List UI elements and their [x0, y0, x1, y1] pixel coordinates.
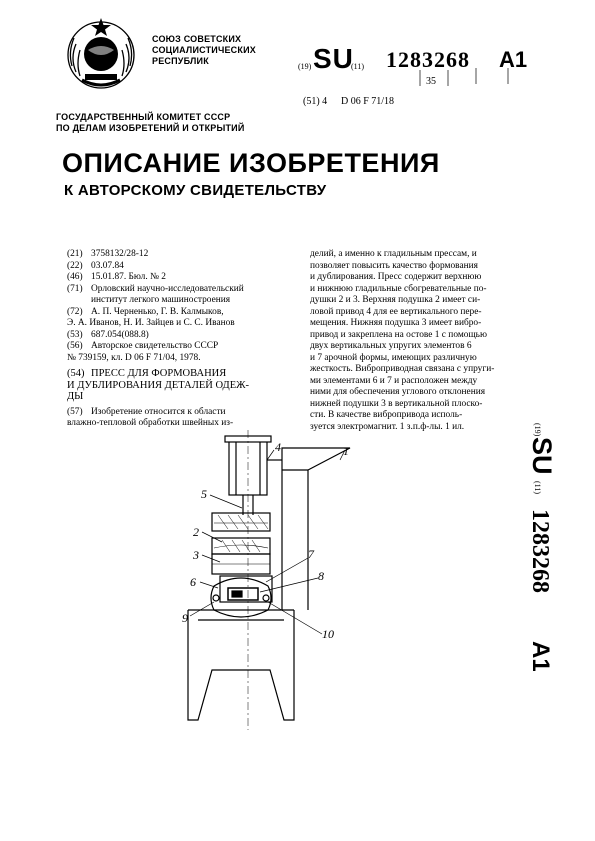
side-patent-number: [521, 423, 573, 683]
side-inid-19: (19): [533, 423, 542, 437]
union-name: [152, 34, 256, 67]
abstract-line: мещения. Нижняя подушка 3 имеет вибро-: [310, 318, 482, 328]
biblio-row: [67, 330, 305, 342]
committee-line-1: ГОСУДАРСТВЕННЫЙ КОМИТЕТ СССР: [56, 112, 231, 122]
biblio-code: (57): [67, 406, 83, 417]
committee-name: [56, 112, 245, 134]
ipc-class: D 06 F 71/18: [341, 96, 395, 107]
biblio-value: Орловский научно-исследовательский: [91, 283, 244, 294]
label-6: 6: [190, 575, 196, 589]
abstract-line: и дублирования. Пресс содержит верхнюю: [310, 272, 482, 282]
side-number: 1283268: [527, 509, 553, 593]
abstract-line: влажно-тепловой обработки швейных из-: [67, 418, 234, 428]
label-8: 8: [318, 569, 324, 583]
invention-title-line: ПРЕСС ДЛЯ ФОРМОВАНИЯ: [91, 368, 227, 379]
abstract-text: [310, 249, 536, 433]
upper-platen: [212, 513, 270, 531]
frame-outline: [282, 448, 350, 470]
upper-pillow: [212, 538, 270, 554]
biblio-value: 687.054(088.8): [91, 329, 149, 340]
abstract-line: зуется электромагнит. 1 з.п.ф-лы. 1 ил.: [310, 421, 465, 432]
document-title: ОПИСАНИЕ ИЗОБРЕТЕНИЯ: [62, 148, 440, 178]
biblio-row: [67, 341, 305, 353]
side-country: SU: [527, 437, 557, 475]
label-7: 7: [308, 547, 314, 561]
biblio-code: (72): [67, 306, 83, 317]
abstract-line: двух вертикальных упругих элементов 6: [310, 341, 472, 351]
committee-line-2: ПО ДЕЛАМ ИЗОБРЕТЕНИЙ И ОТКРЫТИЙ: [56, 123, 245, 133]
patent-number: 1283268: [386, 47, 470, 72]
base-left: [188, 610, 294, 720]
union-line-1: СОЮЗ СОВЕТСКИХ: [152, 34, 242, 44]
label-10: 10: [322, 627, 334, 641]
inid-51: (51) 4: [303, 96, 328, 107]
inid-19: (19): [298, 62, 312, 71]
side-kind: A1: [527, 641, 554, 672]
abstract-line: и нижнюю гладильные сбогревательные по-: [310, 283, 487, 294]
biblio-row: [67, 249, 305, 261]
abstract-line: жесткость. Виброприводная связана с упруги-: [310, 364, 495, 374]
union-line-2: СОЦИАЛИСТИЧЕСКИХ: [152, 45, 256, 55]
abstract-line: ми элементами 6 и 7 и расположен между: [310, 375, 478, 386]
side-inid-11: (11): [533, 481, 542, 495]
biblio-row: [67, 295, 305, 307]
label-3: 3: [193, 548, 199, 562]
abstract-line: делий, а именно к гладильным прессам, и: [310, 249, 477, 259]
label-5: 5: [201, 487, 207, 501]
biblio-row: [67, 261, 305, 273]
biblio-value: № 739159, кл. D 06 F 71/04, 1978.: [67, 352, 201, 363]
svg-text:35: 35: [426, 76, 436, 87]
biblio-value: 15.01.87. Бюл. № 2: [91, 272, 166, 282]
abstract-line: привод и закреплена на остове 1 с помощью: [310, 329, 487, 340]
abstract-line: душки 2 и 3. Верхняя подушка 2 имеет си-: [310, 295, 481, 305]
biblio-code: (71): [67, 283, 83, 294]
biblio-code: (54): [67, 368, 85, 379]
abstract-line: ловой привод 4 для ее вертикального пере-: [310, 306, 482, 317]
union-line-3: РЕСПУБЛИК: [152, 56, 209, 66]
kind-code: A1: [499, 47, 528, 72]
biblio-value: Э. А. Иванов, Н. И. Зайцев и С. С. Иванов: [67, 318, 235, 328]
inid-11: (11): [351, 62, 365, 71]
invention-title: [67, 368, 305, 403]
biblio-row: [67, 284, 305, 296]
biblio-row: [67, 353, 305, 365]
invention-title-line: ДЫ: [67, 391, 84, 402]
abstract-line: и 7 арочной формы, имеющих различную: [310, 352, 477, 363]
biblio-value: 03.07.84: [91, 260, 124, 271]
country-code: SU: [313, 43, 354, 74]
biblio-row: [67, 307, 305, 319]
biblio-code: (21): [67, 249, 83, 259]
biblio-value: Авторское свидетельство СССР: [91, 341, 219, 351]
biblio-row: [67, 318, 305, 330]
bibliographic-data: [67, 249, 305, 430]
biblio-value: 3758132/28-12: [91, 249, 149, 259]
abstract-line: сти. В качестве вибропривода исполь-: [310, 410, 463, 420]
biblio-code: (22): [67, 260, 83, 271]
ussr-emblem-icon: [62, 14, 140, 92]
label-4: 4: [275, 440, 281, 454]
invention-title-line: И ДУБЛИРОВАНИЯ ДЕТАЛЕЙ ОДЕЖ-: [67, 379, 250, 391]
biblio-row: [67, 272, 305, 284]
abstract-line: ними для обеспечения углового отклонения: [310, 387, 486, 397]
document-subtitle: К АВТОРСКОМУ СВИДЕТЕЛЬСТВУ: [64, 182, 327, 199]
register-stamp-icon: [418, 64, 528, 90]
abstract-line: нижней подушки 3 в вертикальной плоско-: [310, 398, 483, 409]
biblio-value: А. П. Черненько, Г. В. Калмыков,: [91, 306, 224, 317]
label-2: 2: [193, 525, 199, 539]
biblio-code: (46): [67, 272, 83, 282]
abstract-line: Изобретение относится к области: [91, 406, 226, 417]
abstract-line: позволяет повысить качество формования: [310, 260, 478, 271]
press-drawing: [170, 420, 370, 740]
label-9: 9: [182, 611, 188, 625]
biblio-value: институт легкого машиностроения: [91, 295, 231, 305]
biblio-code: (56): [67, 341, 83, 351]
biblio-code: (53): [67, 329, 83, 340]
label-1: 1: [343, 444, 349, 458]
